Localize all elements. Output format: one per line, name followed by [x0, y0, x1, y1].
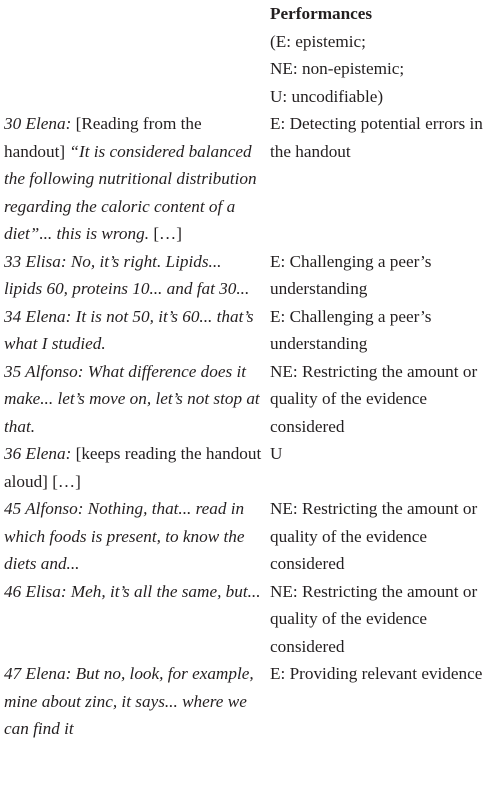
transcript-row — [0, 248, 495, 303]
transcript-row — [0, 440, 495, 495]
column-header-legend-line: U: uncodifiable) — [270, 86, 384, 106]
performance-cell: E: Detecting potential errors in the handout — [270, 114, 483, 161]
transcript-row — [0, 110, 495, 248]
column-header — [270, 0, 495, 110]
utterance-cell — [0, 440, 264, 495]
performance-cell: NE: Restricting the amount or quality of the evidence considered — [270, 361, 478, 436]
column-header-title: Performances — [270, 4, 373, 23]
ellipsis-marker: […] — [153, 224, 182, 243]
utterance-text: 46 Elisa: Meh, it’s all the same, but... — [4, 581, 261, 601]
utterance-cell — [0, 358, 264, 441]
column-header-legend-line: (E: epistemic; — [270, 31, 366, 51]
utterance-text: 47 Elena: But no, look, for example, mine about zinc, it says... where we can find it — [4, 664, 254, 738]
utterance-cell — [0, 578, 264, 606]
performance-cell: NE: Restricting the amount or quality of the evidence considered — [270, 499, 478, 573]
utterance-text: “It is considered balanced the following nutritional distribution regarding the caloric content of a diet”... this is wrong. — [4, 141, 257, 243]
utterance-text: 45 Alfonso: Nothing, that... read in which foods is present, to know the diets and... — [4, 499, 245, 573]
performance-cell: U — [270, 444, 283, 463]
speaker-label: 30 Elena: — [4, 114, 76, 133]
stage-direction: [Reading from the handout] — [4, 114, 202, 161]
stage-direction: [keeps reading the handout aloud] […] — [4, 444, 262, 491]
utterance-cell — [0, 495, 264, 578]
column-header-legend-line: NE: non-epistemic; — [270, 59, 405, 78]
performance-cell: E: Challenging a peer’s understanding — [270, 306, 432, 353]
utterance-text: 33 Elisa: No, it’s right. Lipids... lipids 60, proteins 10... and fat 30... — [4, 251, 250, 298]
transcript-row — [0, 660, 495, 743]
utterance-cell — [0, 110, 264, 248]
performance-cell: E: Challenging a peer’s understanding — [270, 251, 432, 298]
performance-cell: NE: Restricting the amount or quality of the evidence considered — [270, 581, 478, 656]
speaker-label: 36 Elena: — [4, 444, 76, 463]
utterance-text: 35 Alfonso: What difference does it make... let’s move on, let’s not stop at that. — [4, 361, 260, 436]
transcript-row — [0, 303, 495, 358]
performance-cell: E: Providing relevant evidence — [270, 664, 483, 683]
utterance-cell — [0, 248, 264, 303]
transcript-row — [0, 495, 495, 578]
utterance-cell — [0, 303, 264, 358]
transcript-row — [0, 358, 495, 441]
utterance-text: 34 Elena: It is not 50, it’s 60... that’s what I studied. — [4, 306, 254, 353]
transcript-row — [0, 578, 495, 661]
utterance-cell — [0, 660, 264, 743]
